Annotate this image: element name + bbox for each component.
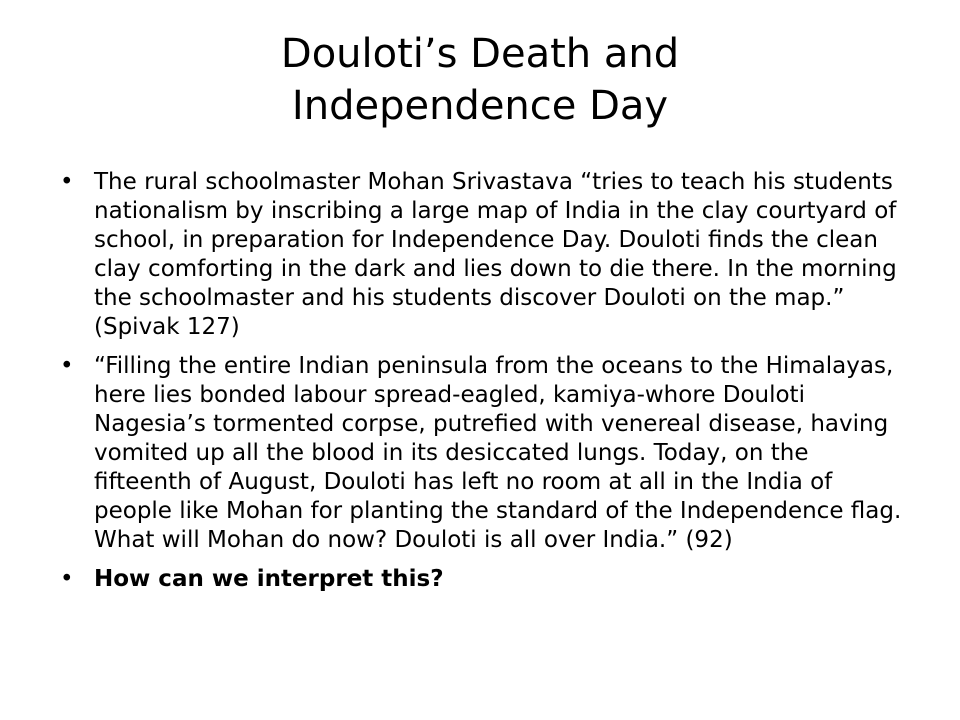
bullet-text-3: How can we interpret this? <box>94 566 444 592</box>
bullet-marker-icon: • <box>60 169 74 195</box>
bullet-item-3 <box>60 565 910 594</box>
bullet-item-2 <box>60 352 910 555</box>
bullet-text-1: The rural schoolmaster Mohan Srivastava “tries to teach his students nationalism by inscribing a large map of India in the clay courtyard of school, in preparation for Independence Day. Douloti finds the clean clay comforting in the dark and lies down to die there. In the morning the schoolmaster and his students discover Douloti on the map.” (Spivak 127) <box>94 169 897 340</box>
bullet-text-2: “Filling the entire Indian peninsula from the oceans to the Himalayas, here lies bonded labour spread-eagled, kamiya-whore Douloti Nagesia’s tormented corpse, putrefied with venereal disease, having vomited up all the blood in its desiccated lungs. Today, on the fifteenth of August, Douloti has left no room at all in the India of people like Mohan for planting the standard of the Independence flag. What will Mohan do now? Douloti is all over India.” (92) <box>94 353 902 553</box>
title-line-2: Independence Day <box>291 83 669 129</box>
title-line-1: Douloti’s Death and <box>280 31 680 77</box>
bullet-marker-icon: • <box>60 353 74 379</box>
bullet-marker-icon: • <box>60 566 74 592</box>
bullet-list <box>60 168 910 604</box>
slide-title <box>120 28 840 132</box>
bullet-item-1 <box>60 168 910 342</box>
